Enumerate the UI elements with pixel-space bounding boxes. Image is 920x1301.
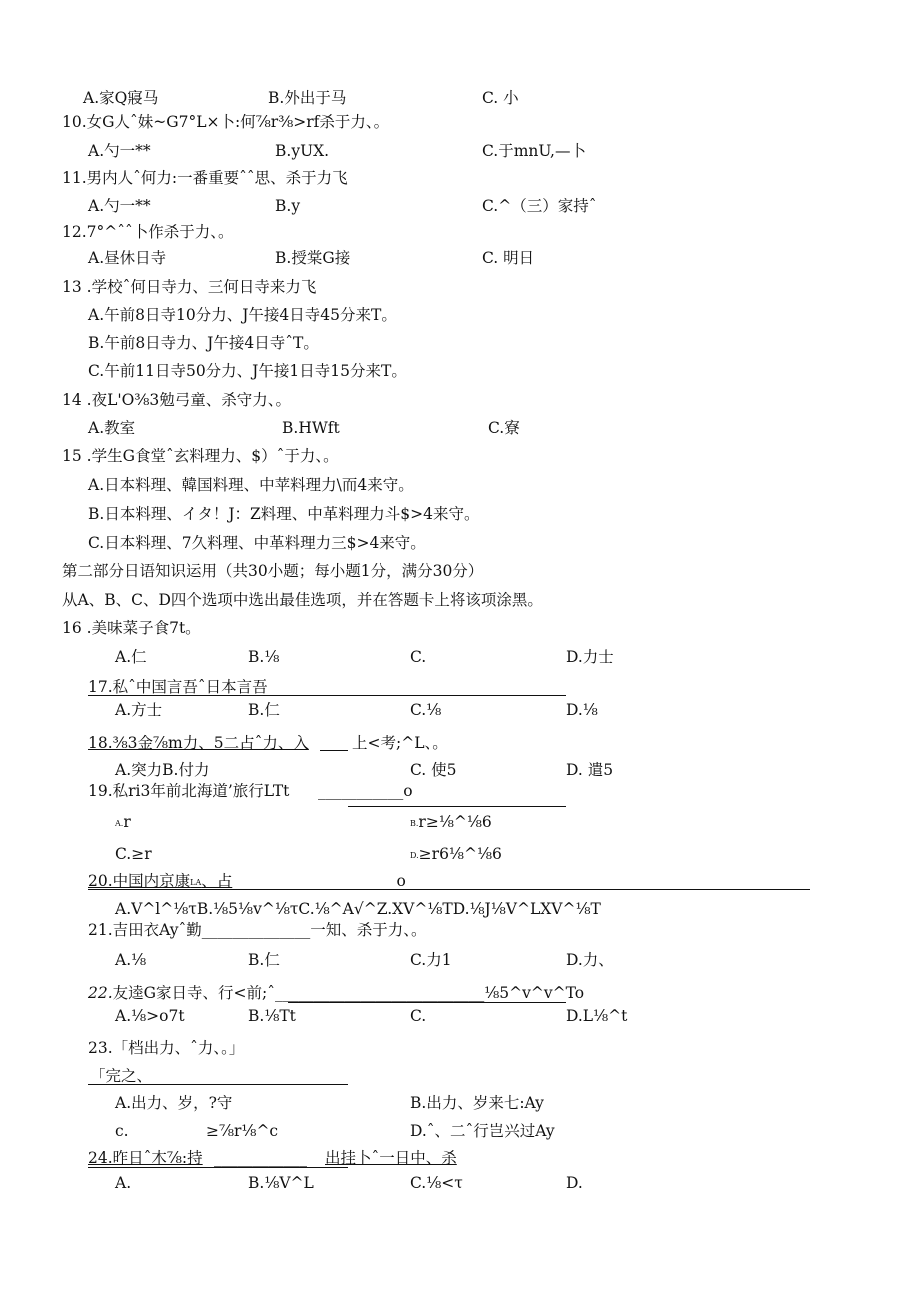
q18-blank [320, 750, 348, 751]
q13-stem: 13 .学校ˆ何日寺力、三何日寺来力飞 [62, 278, 317, 296]
q20-stem: 20.中国内京康 [88, 872, 191, 890]
q23-reply: 「完之、 _____ [90, 1067, 196, 1085]
q17-option-c: C.⅛ [410, 701, 442, 719]
q18-option-ab: A.突力B.付力 [115, 761, 210, 779]
q12-option-a: A.昼休日寺 [88, 249, 167, 267]
q21-stem: 21.吉田衣Ayˆ勤______________一知、杀于力、。 [88, 921, 427, 939]
q17-rule [88, 695, 566, 696]
q23-option-c-label: c. [115, 1122, 129, 1140]
q21-option-a: A.⅛ [115, 951, 147, 969]
q19-option-a: r [123, 813, 131, 831]
q23-stem: 23.「档出力、ˆ力、。」 [88, 1039, 245, 1057]
q18-tail: 上<考;^L、。 [352, 734, 448, 752]
q14-option-a: A.教室 [88, 419, 136, 437]
q16-option-d: D.力士 [566, 648, 614, 666]
q24-option-a: A. [115, 1174, 132, 1192]
q24-stem: 24.昨日ˆ木⅞:持 [88, 1149, 203, 1167]
q24-tail: 出挂卜ˆ一日中、杀 [325, 1149, 457, 1167]
q9-option-c: C. 小 [482, 89, 519, 107]
q16-option-c: C. [410, 648, 427, 666]
q14-option-b: B.HWft [282, 419, 340, 437]
q17-option-d: D.⅛ [566, 701, 598, 719]
q22-option-d: D.L⅛^t [566, 1007, 628, 1025]
q10-option-c: C.于mnU,—卜 [482, 142, 586, 160]
q15-stem: 15 .学生G食堂ˆ玄料理力、$）ˆ于力、。 [62, 447, 339, 465]
q12-option-c: C. 明日 [482, 249, 535, 267]
q21-option-d: D.力、 [566, 951, 614, 969]
q20-options: A.V^l^⅛τB.⅛5⅛v^⅛τC.⅛^A√^Z.XV^⅛TD.⅛J⅛V^LXV^⅛T [115, 900, 601, 918]
q19-rule [348, 806, 566, 807]
q22-rule [288, 1002, 566, 1003]
q11-stem: 11.男内人ˆ何力:一番重要ˆˆ思、杀于力飞 [62, 169, 348, 187]
q24-option-c: C.⅛<τ [410, 1174, 463, 1192]
q24-blank: ____________ [214, 1149, 307, 1167]
section2-instruction: 从A、B、C、D四个选项中选出最佳选项，并在答题卡上将该项涂黑。 [62, 591, 543, 609]
q15-option-c: C.日本料理、7久料理、中革料理力三$>4来守。 [88, 534, 426, 552]
q10-option-b: B.yUX. [275, 142, 330, 160]
q22-option-b: B.⅛Tt [248, 1007, 296, 1025]
q23-option-b: B.出力、岁来七:Ay [410, 1094, 544, 1112]
q17-option-b: B.仁 [248, 701, 280, 719]
q20-rule [88, 889, 810, 890]
q19-blank: ___________o [318, 782, 413, 800]
q19-option-b: r≥⅛^⅛6 [418, 813, 492, 831]
q18-option-d: D. 遣5 [566, 761, 614, 779]
q20-blank: ______o [350, 872, 406, 890]
q22-stem: 友逵G家日寺、行<前;ˆ___________________________⅛5^v^v^To [112, 984, 585, 1002]
q24-option-d: D. [566, 1174, 583, 1192]
q20-stem-tag: LA [190, 878, 202, 887]
q19-option-d-tag: D. [410, 851, 419, 860]
q18-stem: 18.⅜3金⅞m力、5二占ˆ力、入 [88, 734, 309, 752]
q12-stem: 12.7°^ˆˆ卜作杀于力、。 [62, 223, 234, 241]
q20-stem-tail: 、占 [201, 872, 233, 890]
q23-option-a: A.出力、岁，?守 [115, 1094, 233, 1112]
q22-number: 22. [88, 984, 113, 1002]
q16-option-b: B.⅛ [248, 648, 280, 666]
q14-stem: 14 .夜L'O⅜3勉弓童、杀守力、。 [62, 391, 291, 409]
q13-option-b: B.午前8日寺力、J午接4日寺ˆT。 [88, 334, 319, 352]
q14-option-c: C.寮 [488, 419, 520, 437]
q12-option-b: B.授棠G接 [275, 249, 351, 267]
q19-option-b-tag: B. [410, 819, 419, 828]
q21-option-c: C.力1 [410, 951, 452, 969]
q23-option-c: ≥⅞r⅛^c [206, 1122, 279, 1140]
q19-option-c: C.≥r [115, 845, 152, 863]
q10-stem: 10.女G人ˆ妹~G7°L×卜:何⅞r⅜>rf杀于力、。 [62, 113, 390, 131]
q9-option-a: A.家Q寢马 [83, 89, 159, 107]
q16-stem: 16 .美味菜子食7t。 [62, 619, 201, 637]
q17-stem: 17.私ˆ中国言吾ˆ日本言吾 _______ [88, 678, 327, 696]
q9-option-b: B.外出于马 [268, 89, 347, 107]
q24-option-b: B.⅛V^L [248, 1174, 314, 1192]
q15-option-a: A.日本料理、韓国料理、中苹料理力\而4来守。 [88, 476, 414, 494]
q18-option-c: C. 使5 [410, 761, 457, 779]
q11-option-b: B.y [275, 197, 301, 215]
q17-option-a: A.方士 [115, 701, 163, 719]
q24-rule [88, 1167, 348, 1168]
q13-option-c: C.午前11日寺50分力、J午接1日寺15分来T。 [88, 362, 407, 380]
q16-option-a: A.仁 [115, 648, 147, 666]
q23-rule [88, 1084, 348, 1085]
q21-option-b: B.仁 [248, 951, 280, 969]
q19-option-a-tag: A. [115, 819, 124, 828]
q22-option-c: C. [410, 1007, 427, 1025]
q15-option-b: B.日本料理、イタ！J：Z料理、中革料理力斗$>4来守。 [88, 505, 480, 523]
q13-option-a: A.午前8日寺10分力、J午接4日寺45分来T。 [88, 306, 397, 324]
q10-option-a: A.勺一** [88, 142, 151, 160]
q11-option-a: A.勺一** [88, 197, 151, 215]
q11-option-c: C.^（三）家持ˆ [482, 197, 597, 215]
q19-stem: 19.私ri3年前北海道’旅行LTt [88, 782, 290, 800]
q22-option-a: A.⅛>o7t [115, 1007, 185, 1025]
section2-title: 第二部分日语知识运用（共30小题；每小题1分，满分30分） [62, 562, 484, 580]
q19-option-d: ≥r6⅛^⅛6 [418, 845, 502, 863]
q23-option-d: D.ˆ、二ˆ行岂兴过Ay [410, 1122, 555, 1140]
